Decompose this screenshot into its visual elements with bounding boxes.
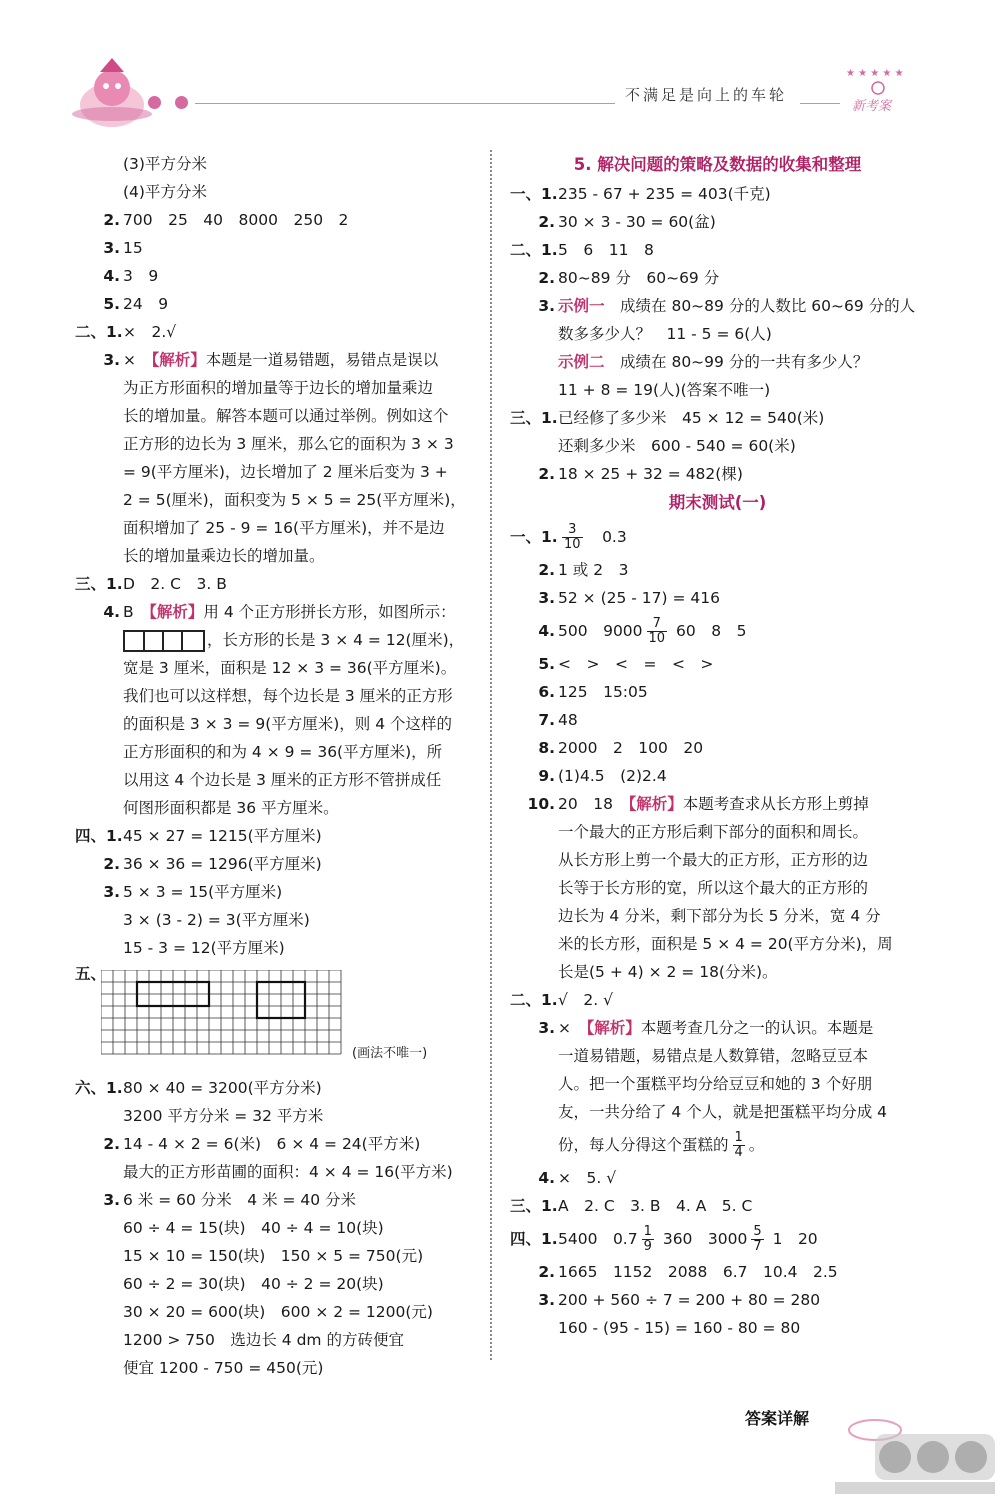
answer-line: 二、1.√ 2. √ bbox=[510, 991, 613, 1009]
answer-line: 3. 5 × 3 = 15(平方厘米) bbox=[103, 883, 283, 901]
answer-line: 长的增加量乘边长的增加量。 bbox=[123, 547, 325, 565]
answer-line: 15 × 10 = 150(块) 150 × 5 = 750(元) bbox=[123, 1247, 424, 1265]
answer-line: 四、1.5400 0.7 $\frac{1}{9}$ 360 3000 $\frac{5}{7}$ 1 20 bbox=[510, 1224, 818, 1254]
answer-line: 四、1.45 × 27 = 1215(平方厘米) bbox=[75, 827, 322, 845]
example-tag: 示例二 bbox=[558, 353, 605, 371]
section-title: 5. 解决问题的策略及数据的收集和整理 bbox=[573, 155, 862, 174]
answer-line: 3. 示例一 成绩在 80~89 分的人数比 60~69 分的人 bbox=[538, 297, 916, 315]
answer-line: 最大的正方形苗圃的面积：4 × 4 = 16(平方米) bbox=[123, 1163, 453, 1181]
analysis-tag: 【解析】 bbox=[628, 795, 683, 813]
answer-line: 友，一共分给了 4 个人，就是把蛋糕平均分成 4 bbox=[558, 1103, 888, 1121]
answer-line: 2. 14 - 4 × 2 = 6(米) 6 × 4 = 24(平方米) bbox=[103, 1135, 421, 1153]
answer-line: 4. 500 9000 $\frac{7}{10}$ 60 8 5 bbox=[538, 616, 747, 646]
grid-note: (画法不唯一) bbox=[352, 1046, 428, 1061]
answer-line: 3200 平方分米 = 32 平方米 bbox=[123, 1107, 324, 1125]
answer-line: 我们也可以这样想，每个边长是 3 厘米的正方形 bbox=[123, 687, 453, 705]
answer-line: 8. 2000 2 100 20 bbox=[538, 739, 704, 757]
answer-line: 2. 80~89 分 60~69 分 bbox=[538, 269, 720, 287]
analysis-tag: 【解析】 bbox=[586, 1019, 641, 1037]
square-grid-figure bbox=[101, 970, 351, 1064]
decor-dot-1 bbox=[148, 96, 161, 109]
answer-line: 二、1.5 6 11 8 bbox=[510, 241, 654, 259]
analysis-tag: 【解析】 bbox=[151, 351, 206, 369]
fraction: $\frac{5}{7}$ bbox=[753, 1224, 762, 1254]
answer-line: 长的增加量。解答本题可以通过举例。例如这个 bbox=[123, 407, 449, 425]
logo-text: 新考案 bbox=[852, 99, 892, 114]
answer-line: 二、1.× 2.√ bbox=[75, 323, 177, 341]
answer-line: 为正方形面积的增加量等于边长的增加量乘边 bbox=[123, 379, 434, 397]
answer-line: 长等于长方形的宽，所以这个最大的正方形的 bbox=[558, 879, 869, 897]
answer-line: 份，每人分得这个蛋糕的 $\frac{1}{4}$ 。 bbox=[558, 1130, 765, 1160]
answer-line: 160 - (95 - 15) = 160 - 80 = 80 bbox=[558, 1319, 801, 1337]
page-header bbox=[0, 0, 1000, 140]
cartoon-mascot-icon bbox=[60, 50, 180, 130]
answer-line: 6. 125 15:05 bbox=[538, 683, 648, 701]
answer-line: 4. B 【解析】用 4 个正方形拼长方形，如图所示： bbox=[103, 603, 456, 621]
answer-line: 3. 15 bbox=[103, 239, 143, 257]
section-title: 期末测试(一) bbox=[668, 493, 767, 512]
grid-drawing-answer: 五、 (画法不唯一) bbox=[75, 962, 495, 1074]
answer-line: ，长方形的长是 3 × 4 = 12(厘米)， bbox=[75, 626, 495, 654]
answer-line: 便宜 1200 - 750 = 450(元) bbox=[123, 1359, 324, 1377]
answer-line: 2. 36 × 36 = 1296(平方厘米) bbox=[103, 855, 322, 873]
answer-line: 以用这 4 个边长是 3 厘米的正方形不管拼成任 bbox=[123, 771, 442, 789]
fraction: $\frac{7}{10}$ bbox=[648, 616, 666, 646]
answer-line: 还剩多少米 600 - 540 = 60(米) bbox=[558, 437, 796, 455]
answer-line: 3. × 【解析】本题是一道易错题，易错点是误以 bbox=[103, 351, 439, 369]
answer-line: 三、1.A 2. C 3. B 4. A 5. C bbox=[510, 1197, 753, 1215]
answer-line: 一、1. $\frac{3}{10}$ 0.3 bbox=[510, 522, 627, 552]
answer-line: 30 × 20 = 600(块) 600 × 2 = 1200(元) bbox=[123, 1303, 433, 1321]
answer-line: 15 - 3 = 12(平方厘米) bbox=[123, 939, 285, 957]
answer-line: 3. 200 + 560 ÷ 7 = 200 + 80 = 280 bbox=[538, 1291, 821, 1309]
answer-line: 何图形面积都是 36 平方厘米。 bbox=[123, 799, 339, 817]
example-tag: 示例一 bbox=[558, 297, 605, 315]
left-column bbox=[75, 150, 495, 1382]
answer-line: 3. 6 米 = 60 分米 4 米 = 40 分米 bbox=[103, 1191, 357, 1209]
answer-line: 60 ÷ 2 = 30(块) 40 ÷ 2 = 20(块) bbox=[123, 1275, 384, 1293]
answer-line: 六、1.80 × 40 = 3200(平方分米) bbox=[75, 1079, 322, 1097]
fraction: $\frac{3}{10}$ bbox=[564, 522, 581, 552]
answer-line: (4)平方分米 bbox=[123, 183, 207, 201]
answer-line: 7. 48 bbox=[538, 711, 578, 729]
answer-line: 一、1.235 - 67 + 235 = 403(千克) bbox=[510, 185, 771, 203]
answer-line: 11 + 8 = 19(人)(答案不唯一) bbox=[558, 381, 771, 399]
fraction: $\frac{1}{9}$ bbox=[643, 1224, 652, 1254]
answer-line: 5. 24 9 bbox=[103, 295, 169, 313]
answer-line: 正方形的边长为 3 厘米，那么它的面积为 3 × 3 bbox=[123, 435, 454, 453]
header-rule-right bbox=[800, 103, 840, 104]
answer-line: 3 × (3 - 2) = 3(平方厘米) bbox=[123, 911, 310, 929]
answer-line: 一个最大的正方形后剩下部分的面积和周长。 bbox=[558, 823, 869, 841]
answer-line: (3)平方分米 bbox=[123, 155, 207, 173]
answer-line: 10. 20 18 【解析】本题考查求从长方形上剪掉 bbox=[527, 795, 869, 813]
answer-line: 三、1.已经修了多少米 45 × 12 = 540(米) bbox=[510, 409, 825, 427]
answer-line: 4. × 5. √ bbox=[538, 1169, 617, 1187]
right-column bbox=[510, 150, 925, 1342]
answer-line: = 9(平方厘米)，边长增加了 2 厘米后变为 3 + bbox=[123, 463, 448, 481]
answer-line: 示例二 成绩在 80~99 分的一共有多少人？ bbox=[558, 353, 869, 371]
decor-dot-2 bbox=[175, 96, 188, 109]
answer-line: 从长方形上剪一个最大的正方形，正方形的边 bbox=[558, 851, 869, 869]
four-squares-figure bbox=[123, 630, 205, 652]
answer-line: 3. 52 × (25 - 17) = 416 bbox=[538, 589, 720, 607]
answer-line: 5. < > < = < > bbox=[538, 655, 714, 673]
stars-logo-icon bbox=[838, 62, 918, 132]
header-rule-left bbox=[195, 103, 615, 104]
answer-line: 三、1.D 2. C 3. B bbox=[75, 575, 227, 593]
answer-line: 米的长方形，面积是 5 × 4 = 20(平方分米)，周 bbox=[558, 935, 893, 953]
footer-label: 答案详解 bbox=[745, 1409, 810, 1428]
answer-line: 长是(5 + 4) × 2 = 18(分米)。 bbox=[558, 963, 778, 981]
answer-line: 宽是 3 厘米，面积是 12 × 3 = 36(平方厘米)。 bbox=[123, 659, 457, 677]
svg-text:★ ★ ★ ★ ★: ★ ★ ★ ★ ★ bbox=[846, 68, 904, 79]
answer-line: 2. 1665 1152 2088 6.7 10.4 2.5 bbox=[538, 1263, 838, 1281]
answer-line: 的面积是 3 × 3 = 9(平方厘米)，则 4 个这样的 bbox=[123, 715, 453, 733]
answer-line: 9. (1)4.5 (2)2.4 bbox=[538, 767, 667, 785]
answer-line: 2. 700 25 40 8000 250 2 bbox=[103, 211, 349, 229]
analysis-tag: 【解析】 bbox=[149, 603, 204, 621]
answer-line: 面积增加了 25 - 9 = 16(平方厘米)，并不是边 bbox=[123, 519, 445, 537]
answer-line: 3. × 【解析】本题考查几分之一的认识。本题是 bbox=[538, 1019, 874, 1037]
answer-line: 数多多少人？ 11 - 5 = 6(人) bbox=[558, 325, 772, 343]
answer-line: 边长为 4 分米，剩下部分为长 5 分米，宽 4 分 bbox=[558, 907, 881, 925]
answer-line: 一道易错题，易错点是人数算错，忽略豆豆本 bbox=[558, 1047, 869, 1065]
answer-line: 1200 > 750 选边长 4 dm 的方砖便宜 bbox=[123, 1331, 404, 1349]
answer-line: 正方形面积的和为 4 × 9 = 36(平方厘米)，所 bbox=[123, 743, 443, 761]
answer-line: 人。把一个蛋糕平均分给豆豆和她的 3 个好朋 bbox=[558, 1075, 873, 1093]
answer-line: 2. 18 × 25 + 32 = 482(棵) bbox=[538, 465, 743, 483]
answer-line: 4. 3 9 bbox=[103, 267, 159, 285]
answer-line: 60 ÷ 4 = 15(块) 40 ÷ 4 = 10(块) bbox=[123, 1219, 384, 1237]
watermark-logo-icon bbox=[815, 1410, 1000, 1496]
answer-line: 2. 30 × 3 - 30 = 60(盆) bbox=[538, 213, 716, 231]
answer-line: 2 = 5(厘米)，面积变为 5 × 5 = 25(平方厘米)， bbox=[123, 491, 466, 509]
answer-line: 2. 1 或 2 3 bbox=[538, 561, 629, 579]
fraction: $\frac{1}{4}$ bbox=[734, 1130, 743, 1160]
header-slogan: 不满足是向上的车轮 bbox=[625, 86, 788, 104]
